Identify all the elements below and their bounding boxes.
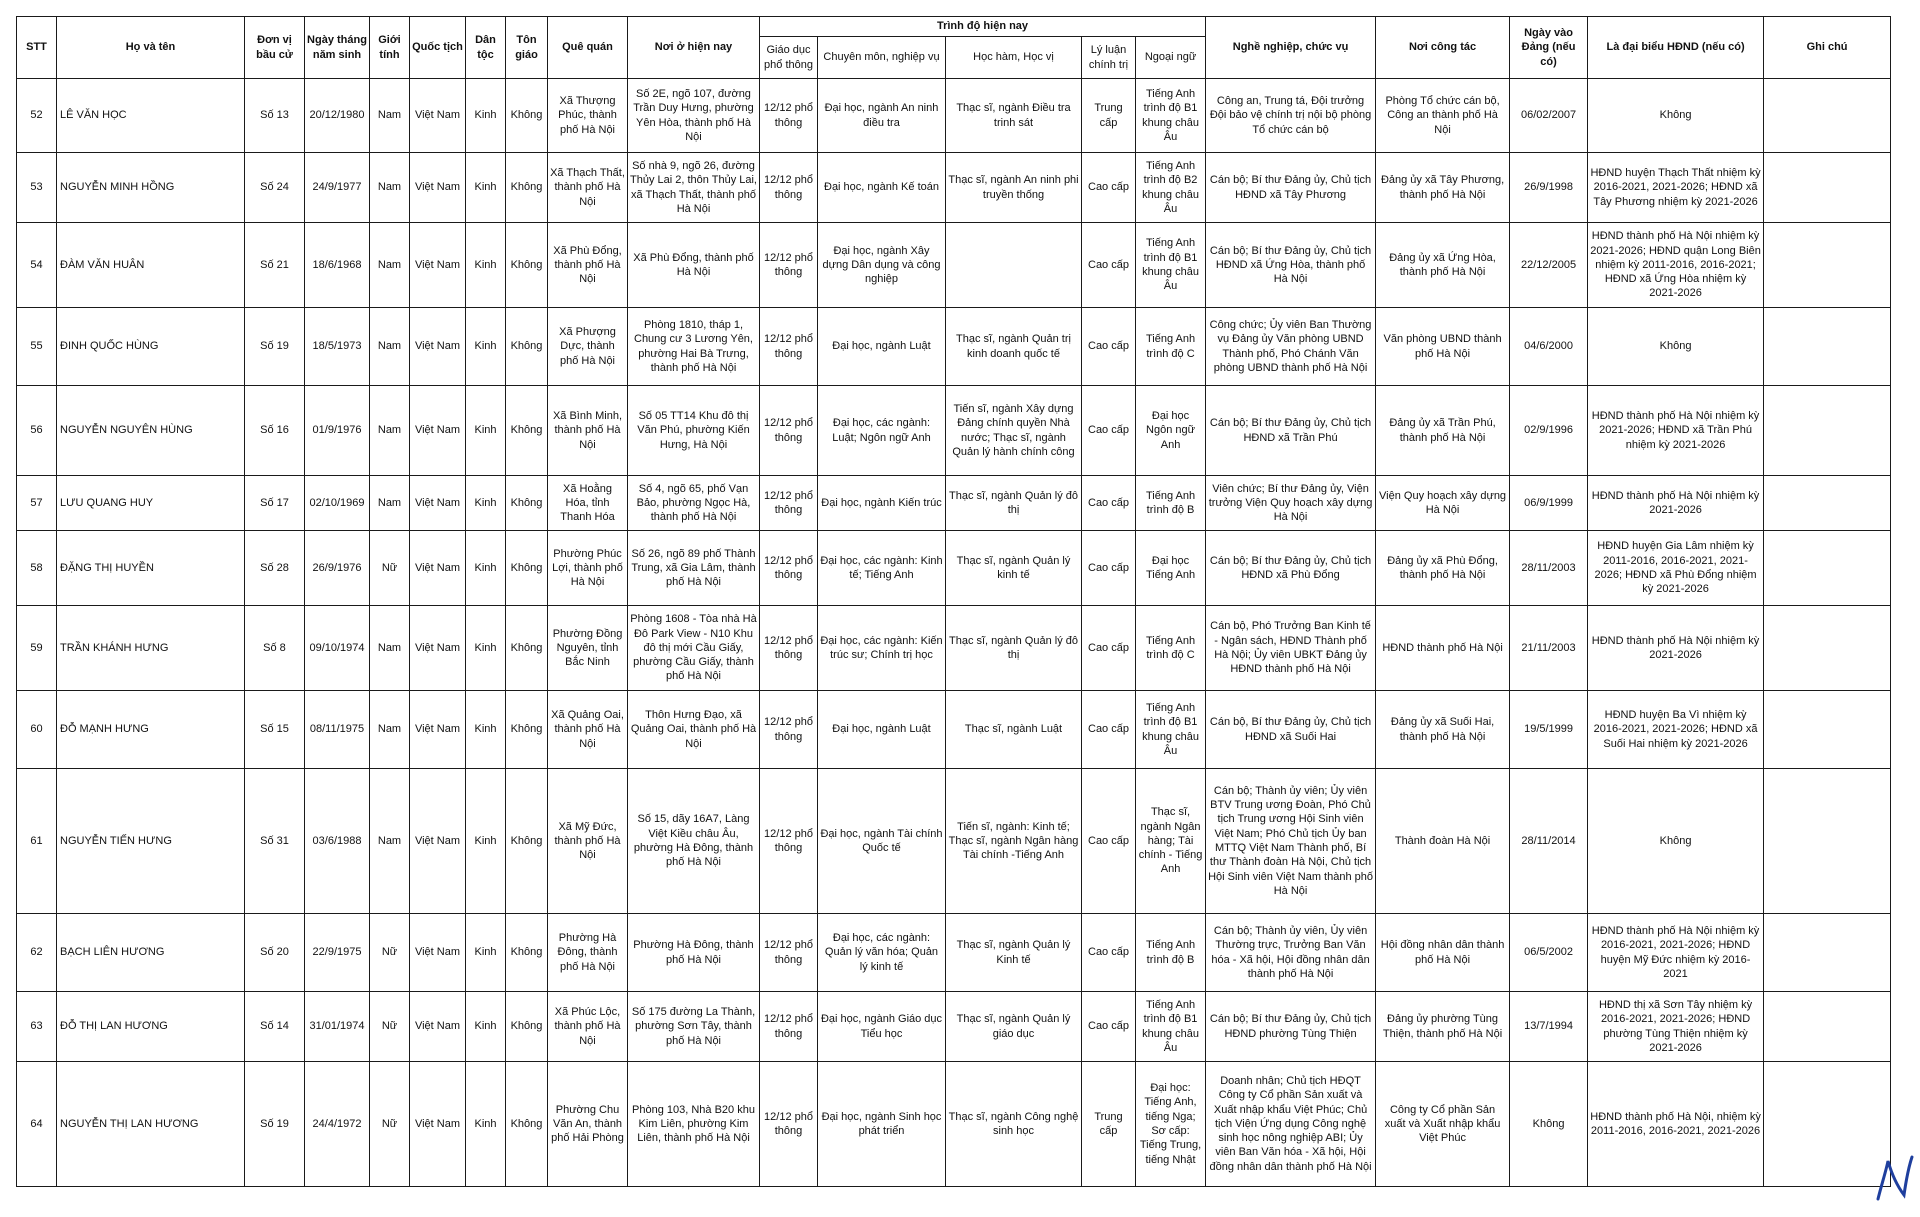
table-row xyxy=(17,606,1891,691)
cell-general-edu: 12/12 phổ thông xyxy=(760,914,818,992)
header-ethnicity: Dân tộc xyxy=(466,17,506,79)
cell-occupation: Cán bộ; Bí thư Đảng ủy, Chủ tịch HĐND xã Tây Phương xyxy=(1206,153,1376,223)
cell-note xyxy=(1764,223,1891,308)
cell-ethnicity: Kinh xyxy=(466,992,506,1062)
cell-degree: Tiến sĩ, ngành: Kinh tế; Thạc sĩ, ngành Ngân hàng Tài chính -Tiếng Anh xyxy=(946,769,1082,914)
cell-workplace: Thành đoàn Hà Nội xyxy=(1376,769,1510,914)
cell-party-date: 19/5/1999 xyxy=(1510,691,1588,769)
cell-gender: Nam xyxy=(370,223,410,308)
cell-ethnicity: Kinh xyxy=(466,769,506,914)
cell-language: Đại học Tiếng Anh xyxy=(1136,531,1206,606)
cell-party-date: 06/02/2007 xyxy=(1510,79,1588,153)
cell-residence: Xã Phù Đổng, thành phố Hà Nội xyxy=(628,223,760,308)
cell-residence: Số 175 đường La Thành, phường Sơn Tây, thành phố Hà Nội xyxy=(628,992,760,1062)
cell-unit: Số 8 xyxy=(245,606,305,691)
cell-name: ĐẶNG THỊ HUYỀN xyxy=(57,531,245,606)
cell-nationality: Việt Nam xyxy=(410,153,466,223)
cell-stt: 58 xyxy=(17,531,57,606)
cell-political: Cao cấp xyxy=(1082,308,1136,386)
header-occupation: Nghề nghiệp, chức vụ xyxy=(1206,17,1376,79)
cell-ethnicity: Kinh xyxy=(466,691,506,769)
cell-ethnicity: Kinh xyxy=(466,476,506,531)
header-religion: Tôn giáo xyxy=(506,17,548,79)
cell-note xyxy=(1764,606,1891,691)
cell-party-date: 22/12/2005 xyxy=(1510,223,1588,308)
cell-language: Đại học Ngôn ngữ Anh xyxy=(1136,386,1206,476)
cell-gender: Nam xyxy=(370,153,410,223)
cell-political: Cao cấp xyxy=(1082,386,1136,476)
cell-language: Tiếng Anh trình độ B2 khung châu Âu xyxy=(1136,153,1206,223)
cell-specialty: Đại học, ngành Giáo dục Tiểu học xyxy=(818,992,946,1062)
cell-degree: Tiến sĩ, ngành Xây dựng Đảng chính quyền Nhà nước; Thạc sĩ, ngành Quản lý hành chính công xyxy=(946,386,1082,476)
cell-degree: Thạc sĩ, ngành Quản lý đô thị xyxy=(946,606,1082,691)
cell-occupation: Cán bộ; Thành ủy viên; Ủy viên BTV Trung ương Đoàn, Phó Chủ tịch Trung ương Hội Sinh viên Việt Nam; Phó Chủ tịch Ủy ban MTTQ Việt Nam Thành phố, Bí thư Thành đoàn Hà Nội, Chủ tịch Hội Sinh viên Việt Nam thành phố Hà Nội xyxy=(1206,769,1376,914)
cell-note xyxy=(1764,476,1891,531)
cell-general-edu: 12/12 phổ thông xyxy=(760,1062,818,1187)
cell-workplace: Công ty Cổ phần Sản xuất và Xuất nhập khẩu Việt Phúc xyxy=(1376,1062,1510,1187)
cell-workplace: Phòng Tổ chức cán bộ, Công an thành phố Hà Nội xyxy=(1376,79,1510,153)
cell-occupation: Công chức; Ủy viên Ban Thường vụ Đảng ủy Văn phòng UBND Thành phố, Phó Chánh Văn phòng UBND thành phố Hà Nội xyxy=(1206,308,1376,386)
cell-general-edu: 12/12 phổ thông xyxy=(760,769,818,914)
cell-hdnd: Không xyxy=(1588,769,1764,914)
cell-name: TRẦN KHÁNH HƯNG xyxy=(57,606,245,691)
cell-language: Tiếng Anh trình độ B1 khung châu Âu xyxy=(1136,691,1206,769)
header-note: Ghi chú xyxy=(1764,17,1891,79)
cell-residence: Số 4, ngõ 65, phố Vạn Bảo, phường Ngọc Hà, thành phố Hà Nội xyxy=(628,476,760,531)
cell-religion: Không xyxy=(506,386,548,476)
cell-ethnicity: Kinh xyxy=(466,914,506,992)
cell-general-edu: 12/12 phổ thông xyxy=(760,606,818,691)
cell-language: Tiếng Anh trình độ B1 khung châu Âu xyxy=(1136,79,1206,153)
cell-occupation: Cán bộ, Bí thư Đảng ủy, Chủ tịch HĐND xã Suối Hai xyxy=(1206,691,1376,769)
cell-general-edu: 12/12 phổ thông xyxy=(760,223,818,308)
cell-nationality: Việt Nam xyxy=(410,1062,466,1187)
cell-ethnicity: Kinh xyxy=(466,531,506,606)
cell-party-date: 28/11/2014 xyxy=(1510,769,1588,914)
cell-party-date: 04/6/2000 xyxy=(1510,308,1588,386)
cell-hometown: Xã Thượng Phúc, thành phố Hà Nội xyxy=(548,79,628,153)
cell-name: NGUYỄN MINH HỒNG xyxy=(57,153,245,223)
cell-occupation: Cán bộ, Phó Trưởng Ban Kinh tế - Ngân sách, HĐND Thành phố Hà Nội; Ủy viên UBKT Đảng ủy HĐND thành phố Hà Nội xyxy=(1206,606,1376,691)
cell-specialty: Đại học, ngành Kế toán xyxy=(818,153,946,223)
cell-unit: Số 14 xyxy=(245,992,305,1062)
cell-dob: 22/9/1975 xyxy=(305,914,370,992)
cell-hdnd: HĐND thành phố Hà Nội nhiệm kỳ 2021-2026 xyxy=(1588,606,1764,691)
cell-workplace: Đảng ủy xã Ứng Hòa, thành phố Hà Nội xyxy=(1376,223,1510,308)
header-hometown: Quê quán xyxy=(548,17,628,79)
cell-party-date: 21/11/2003 xyxy=(1510,606,1588,691)
cell-residence: Phòng 1608 - Tòa nhà Hà Đô Park View - N10 Khu đô thị mới Cầu Giấy, phường Cầu Giấy, thành phố Hà Nội xyxy=(628,606,760,691)
header-dob: Ngày tháng năm sinh xyxy=(305,17,370,79)
cell-nationality: Việt Nam xyxy=(410,308,466,386)
cell-nationality: Việt Nam xyxy=(410,386,466,476)
cell-language: Tiếng Anh trình độ B xyxy=(1136,914,1206,992)
cell-gender: Nữ xyxy=(370,914,410,992)
cell-dob: 26/9/1976 xyxy=(305,531,370,606)
cell-occupation: Cán bộ; Bí thư Đảng ủy, Chủ tịch HĐND xã Phù Đổng xyxy=(1206,531,1376,606)
cell-general-edu: 12/12 phổ thông xyxy=(760,476,818,531)
header-language: Ngoại ngữ xyxy=(1136,37,1206,79)
cell-workplace: Đảng ủy xã Phù Đổng, thành phố Hà Nội xyxy=(1376,531,1510,606)
cell-hometown: Xã Mỹ Đức, thành phố Hà Nội xyxy=(548,769,628,914)
cell-hdnd: HĐND thành phố Hà Nội nhiệm kỳ 2021-2026; HĐND xã Trần Phú nhiệm kỳ 2021-2026 xyxy=(1588,386,1764,476)
cell-residence: Phòng 1810, tháp 1, Chung cư 3 Lương Yên, phường Hai Bà Trưng, thành phố Hà Nội xyxy=(628,308,760,386)
cell-religion: Không xyxy=(506,153,548,223)
table-row xyxy=(17,992,1891,1062)
cell-stt: 62 xyxy=(17,914,57,992)
cell-hdnd: HĐND thị xã Sơn Tây nhiệm kỳ 2016-2021, 2021-2026; HĐND phường Tùng Thiện nhiệm kỳ 2021-2026 xyxy=(1588,992,1764,1062)
cell-occupation: Cán bộ; Bí thư Đảng ủy, Chủ tịch HĐND xã Trần Phú xyxy=(1206,386,1376,476)
cell-degree: Thạc sĩ, ngành Quản lý đô thị xyxy=(946,476,1082,531)
cell-unit: Số 24 xyxy=(245,153,305,223)
cell-political: Cao cấp xyxy=(1082,476,1136,531)
cell-hdnd: HĐND thành phố Hà Nội nhiệm kỳ 2021-2026; HĐND quận Long Biên nhiệm kỳ 2011-2016, 2016-2021; HĐND xã Ứng Hòa nhiệm kỳ 2021-2026 xyxy=(1588,223,1764,308)
cell-general-edu: 12/12 phổ thông xyxy=(760,153,818,223)
cell-specialty: Đại học, ngành Kiến trúc xyxy=(818,476,946,531)
cell-nationality: Việt Nam xyxy=(410,79,466,153)
cell-stt: 55 xyxy=(17,308,57,386)
cell-party-date: Không xyxy=(1510,1062,1588,1187)
cell-hdnd: HĐND huyện Thạch Thất nhiệm kỳ 2016-2021, 2021-2026; HĐND xã Tây Phương nhiệm kỳ 2021-2026 xyxy=(1588,153,1764,223)
cell-general-edu: 12/12 phổ thông xyxy=(760,531,818,606)
cell-religion: Không xyxy=(506,1062,548,1187)
cell-gender: Nam xyxy=(370,386,410,476)
cell-degree: Thạc sĩ, ngành Điều tra trinh sát xyxy=(946,79,1082,153)
cell-nationality: Việt Nam xyxy=(410,531,466,606)
cell-stt: 56 xyxy=(17,386,57,476)
cell-religion: Không xyxy=(506,914,548,992)
cell-hdnd: HĐND thành phố Hà Nội nhiệm kỳ 2016-2021, 2021-2026; HĐND huyện Mỹ Đức nhiệm kỳ 2016-2021 xyxy=(1588,914,1764,992)
header-residence: Nơi ở hiện nay xyxy=(628,17,760,79)
cell-gender: Nữ xyxy=(370,531,410,606)
cell-political: Cao cấp xyxy=(1082,153,1136,223)
cell-stt: 64 xyxy=(17,1062,57,1187)
cell-degree: Thạc sĩ, ngành An ninh phi truyền thống xyxy=(946,153,1082,223)
cell-gender: Nam xyxy=(370,769,410,914)
table-row xyxy=(17,914,1891,992)
cell-hometown: Xã Hoằng Hóa, tỉnh Thanh Hóa xyxy=(548,476,628,531)
cell-gender: Nữ xyxy=(370,1062,410,1187)
cell-general-edu: 12/12 phổ thông xyxy=(760,386,818,476)
cell-name: NGUYỄN TIẾN HƯNG xyxy=(57,769,245,914)
cell-nationality: Việt Nam xyxy=(410,606,466,691)
cell-occupation: Doanh nhân; Chủ tịch HĐQT Công ty Cổ phần Sản xuất và Xuất nhập khẩu Việt Phúc; Chủ tịch Viện Ứng dụng Công nghệ sinh học nông nghiệp ABI; Ủy viên Ban Văn hóa - Xã hội, Hội đồng nhân dân thành phố Hà Nội xyxy=(1206,1062,1376,1187)
cell-religion: Không xyxy=(506,769,548,914)
cell-hdnd: Không xyxy=(1588,79,1764,153)
cell-workplace: Đảng ủy xã Suối Hai, thành phố Hà Nội xyxy=(1376,691,1510,769)
cell-residence: Thôn Hưng Đạo, xã Quảng Oai, thành phố Hà Nội xyxy=(628,691,760,769)
cell-name: NGUYỄN THỊ LAN HƯƠNG xyxy=(57,1062,245,1187)
cell-general-edu: 12/12 phổ thông xyxy=(760,308,818,386)
header-specialty: Chuyên môn, nghiệp vụ xyxy=(818,37,946,79)
cell-hdnd: HĐND huyện Ba Vì nhiệm kỳ 2016-2021, 2021-2026; HĐND xã Suối Hai nhiệm kỳ 2021-2026 xyxy=(1588,691,1764,769)
cell-workplace: Đảng ủy xã Trần Phú, thành phố Hà Nội xyxy=(1376,386,1510,476)
cell-workplace: Văn phòng UBND thành phố Hà Nội xyxy=(1376,308,1510,386)
cell-occupation: Cán bộ; Bí thư Đảng ủy, Chủ tịch HĐND xã Ứng Hòa, thành phố Hà Nội xyxy=(1206,223,1376,308)
cell-residence: Số nhà 9, ngõ 26, đường Thủy Lai 2, thôn Thủy Lai, xã Thạch Thất, thành phố Hà Nội xyxy=(628,153,760,223)
cell-nationality: Việt Nam xyxy=(410,476,466,531)
cell-language: Tiếng Anh trình độ C xyxy=(1136,606,1206,691)
cell-note xyxy=(1764,386,1891,476)
cell-unit: Số 19 xyxy=(245,308,305,386)
cell-name: BẠCH LIÊN HƯƠNG xyxy=(57,914,245,992)
cell-language: Tiếng Anh trình độ B1 khung châu Âu xyxy=(1136,992,1206,1062)
cell-dob: 02/10/1969 xyxy=(305,476,370,531)
header-name: Họ và tên xyxy=(57,17,245,79)
cell-gender: Nam xyxy=(370,606,410,691)
cell-residence: Số 05 TT14 Khu đô thị Văn Phú, phường Kiến Hưng, Hà Nội xyxy=(628,386,760,476)
cell-ethnicity: Kinh xyxy=(466,308,506,386)
cell-unit: Số 21 xyxy=(245,223,305,308)
table-row xyxy=(17,223,1891,308)
cell-occupation: Cán bộ; Bí thư Đảng ủy, Chủ tịch HĐND phường Tùng Thiện xyxy=(1206,992,1376,1062)
cell-residence: Phòng 103, Nhà B20 khu Kim Liên, phường Kim Liên, thành phố Hà Nội xyxy=(628,1062,760,1187)
cell-stt: 59 xyxy=(17,606,57,691)
cell-hometown: Phường Đồng Nguyên, tỉnh Bắc Ninh xyxy=(548,606,628,691)
cell-dob: 01/9/1976 xyxy=(305,386,370,476)
cell-hometown: Xã Quảng Oai, thành phố Hà Nội xyxy=(548,691,628,769)
cell-language: Tiếng Anh trình độ C xyxy=(1136,308,1206,386)
cell-hometown: Phường Hà Đông, thành phố Hà Nội xyxy=(548,914,628,992)
cell-workplace: HĐND thành phố Hà Nội xyxy=(1376,606,1510,691)
cell-religion: Không xyxy=(506,476,548,531)
cell-ethnicity: Kinh xyxy=(466,386,506,476)
cell-residence: Phường Hà Đông, thành phố Hà Nội xyxy=(628,914,760,992)
cell-unit: Số 17 xyxy=(245,476,305,531)
cell-occupation: Công an, Trung tá, Đội trưởng Đội bảo vệ chính trị nội bộ phòng Tổ chức cán bộ xyxy=(1206,79,1376,153)
cell-dob: 18/6/1968 xyxy=(305,223,370,308)
header-workplace: Nơi công tác xyxy=(1376,17,1510,79)
cell-unit: Số 16 xyxy=(245,386,305,476)
cell-unit: Số 19 xyxy=(245,1062,305,1187)
cell-stt: 54 xyxy=(17,223,57,308)
cell-party-date: 26/9/1998 xyxy=(1510,153,1588,223)
cell-unit: Số 15 xyxy=(245,691,305,769)
cell-workplace: Đảng ủy phường Tùng Thiện, thành phố Hà Nội xyxy=(1376,992,1510,1062)
cell-note xyxy=(1764,531,1891,606)
cell-dob: 20/12/1980 xyxy=(305,79,370,153)
cell-ethnicity: Kinh xyxy=(466,223,506,308)
cell-political: Cao cấp xyxy=(1082,914,1136,992)
cell-nationality: Việt Nam xyxy=(410,914,466,992)
cell-hometown: Phường Phúc Lợi, thành phố Hà Nội xyxy=(548,531,628,606)
cell-religion: Không xyxy=(506,308,548,386)
cell-degree: Thạc sĩ, ngành Quản lý kinh tế xyxy=(946,531,1082,606)
cell-occupation: Cán bộ; Thành ủy viên, Ủy viên Thường trực, Trưởng Ban Văn hóa - Xã hội, Hội đồng nhân dân thành phố Hà Nội xyxy=(1206,914,1376,992)
cell-dob: 31/01/1974 xyxy=(305,992,370,1062)
header-unit: Đơn vị bầu cử xyxy=(245,17,305,79)
cell-note xyxy=(1764,153,1891,223)
cell-party-date: 13/7/1994 xyxy=(1510,992,1588,1062)
cell-hdnd: HĐND huyện Gia Lâm nhiệm kỳ 2011-2016, 2016-2021, 2021-2026; HĐND xã Phù Đổng nhiệm kỳ 2021-2026 xyxy=(1588,531,1764,606)
cell-hdnd: HĐND thành phố Hà Nội nhiệm kỳ 2021-2026 xyxy=(1588,476,1764,531)
cell-religion: Không xyxy=(506,79,548,153)
cell-name: NGUYỄN NGUYÊN HÙNG xyxy=(57,386,245,476)
cell-note xyxy=(1764,79,1891,153)
cell-religion: Không xyxy=(506,223,548,308)
signature-mark xyxy=(1872,1153,1916,1203)
cell-political: Cao cấp xyxy=(1082,992,1136,1062)
cell-name: ĐÀM VĂN HUÂN xyxy=(57,223,245,308)
cell-stt: 53 xyxy=(17,153,57,223)
table-row xyxy=(17,153,1891,223)
cell-ethnicity: Kinh xyxy=(466,79,506,153)
cell-specialty: Đại học, các ngành: Kinh tế; Tiếng Anh xyxy=(818,531,946,606)
cell-residence: Số 15, dãy 16A7, Làng Việt Kiều châu Âu, phường Hà Đông, thành phố Hà Nội xyxy=(628,769,760,914)
cell-dob: 03/6/1988 xyxy=(305,769,370,914)
header-hdnd: Là đại biểu HĐND (nếu có) xyxy=(1588,17,1764,79)
cell-political: Cao cấp xyxy=(1082,691,1136,769)
cell-specialty: Đại học, các ngành: Kiến trúc sư; Chính trị học xyxy=(818,606,946,691)
cell-political: Cao cấp xyxy=(1082,223,1136,308)
table-row xyxy=(17,691,1891,769)
table-row xyxy=(17,769,1891,914)
cell-political: Cao cấp xyxy=(1082,606,1136,691)
cell-specialty: Đại học, ngành Tài chính Quốc tế xyxy=(818,769,946,914)
header-stt: STT xyxy=(17,17,57,79)
cell-gender: Nữ xyxy=(370,992,410,1062)
cell-specialty: Đại học, ngành Luật xyxy=(818,691,946,769)
cell-religion: Không xyxy=(506,992,548,1062)
cell-note xyxy=(1764,769,1891,914)
cell-workplace: Đảng ủy xã Tây Phương, thành phố Hà Nội xyxy=(1376,153,1510,223)
cell-party-date: 28/11/2003 xyxy=(1510,531,1588,606)
table-row xyxy=(17,308,1891,386)
cell-language: Tiếng Anh trình độ B xyxy=(1136,476,1206,531)
cell-stt: 63 xyxy=(17,992,57,1062)
cell-workplace: Hội đồng nhân dân thành phố Hà Nội xyxy=(1376,914,1510,992)
cell-name: ĐỖ MẠNH HƯNG xyxy=(57,691,245,769)
cell-name: LƯU QUANG HUY xyxy=(57,476,245,531)
cell-residence: Số 2E, ngõ 107, đường Trần Duy Hưng, phường Yên Hòa, thành phố Hà Nội xyxy=(628,79,760,153)
header-degree: Học hàm, Học vị xyxy=(946,37,1082,79)
cell-residence: Số 26, ngõ 89 phố Thành Trung, xã Gia Lâm, thành phố Hà Nội xyxy=(628,531,760,606)
cell-general-edu: 12/12 phổ thông xyxy=(760,992,818,1062)
cell-name: LÊ VĂN HỌC xyxy=(57,79,245,153)
cell-political: Cao cấp xyxy=(1082,769,1136,914)
cell-ethnicity: Kinh xyxy=(466,1062,506,1187)
cell-note xyxy=(1764,691,1891,769)
cell-hdnd: Không xyxy=(1588,308,1764,386)
header-political: Lý luận chính trị xyxy=(1082,37,1136,79)
cell-degree: Thạc sĩ, ngành Quản lý Kinh tế xyxy=(946,914,1082,992)
cell-degree: Thạc sĩ, ngành Luật xyxy=(946,691,1082,769)
cell-note xyxy=(1764,992,1891,1062)
table-row xyxy=(17,386,1891,476)
cell-stt: 60 xyxy=(17,691,57,769)
table-row xyxy=(17,1062,1891,1187)
cell-hometown: Xã Phượng Dực, thành phố Hà Nội xyxy=(548,308,628,386)
cell-name: ĐINH QUỐC HÙNG xyxy=(57,308,245,386)
cell-nationality: Việt Nam xyxy=(410,691,466,769)
cell-stt: 57 xyxy=(17,476,57,531)
cell-degree: Thạc sĩ, ngành Công nghệ sinh học xyxy=(946,1062,1082,1187)
candidate-table xyxy=(16,16,1891,1187)
cell-language: Đại học: Tiếng Anh, tiếng Nga; Sơ cấp: Tiếng Trung, tiếng Nhật xyxy=(1136,1062,1206,1187)
cell-dob: 08/11/1975 xyxy=(305,691,370,769)
cell-hometown: Xã Thạch Thất, thành phố Hà Nội xyxy=(548,153,628,223)
cell-gender: Nam xyxy=(370,476,410,531)
cell-ethnicity: Kinh xyxy=(466,153,506,223)
cell-language: Tiếng Anh trình độ B1 khung châu Âu xyxy=(1136,223,1206,308)
cell-specialty: Đại học, các ngành: Quản lý văn hóa; Quản lý kinh tế xyxy=(818,914,946,992)
cell-party-date: 02/9/1996 xyxy=(1510,386,1588,476)
cell-dob: 09/10/1974 xyxy=(305,606,370,691)
cell-hometown: Xã Phù Đổng, thành phố Hà Nội xyxy=(548,223,628,308)
cell-degree xyxy=(946,223,1082,308)
cell-party-date: 06/5/2002 xyxy=(1510,914,1588,992)
cell-nationality: Việt Nam xyxy=(410,223,466,308)
cell-dob: 24/9/1977 xyxy=(305,153,370,223)
cell-occupation: Viên chức; Bí thư Đảng ủy, Viện trưởng Viện Quy hoạch xây dựng Hà Nội xyxy=(1206,476,1376,531)
candidate-list-sheet xyxy=(16,16,1890,1187)
cell-gender: Nam xyxy=(370,691,410,769)
cell-hometown: Xã Bình Minh, thành phố Hà Nội xyxy=(548,386,628,476)
cell-general-edu: 12/12 phổ thông xyxy=(760,79,818,153)
cell-specialty: Đại học, các ngành: Luật; Ngôn ngữ Anh xyxy=(818,386,946,476)
cell-unit: Số 28 xyxy=(245,531,305,606)
cell-unit: Số 13 xyxy=(245,79,305,153)
cell-dob: 24/4/1972 xyxy=(305,1062,370,1187)
cell-dob: 18/5/1973 xyxy=(305,308,370,386)
cell-stt: 52 xyxy=(17,79,57,153)
header-party-date: Ngày vào Đảng (nếu có) xyxy=(1510,17,1588,79)
cell-religion: Không xyxy=(506,606,548,691)
cell-hdnd: HĐND thành phố Hà Nội, nhiệm kỳ 2011-2016, 2016-2021, 2021-2026 xyxy=(1588,1062,1764,1187)
cell-unit: Số 20 xyxy=(245,914,305,992)
cell-name: ĐỖ THỊ LAN HƯƠNG xyxy=(57,992,245,1062)
cell-note xyxy=(1764,914,1891,992)
cell-party-date: 06/9/1999 xyxy=(1510,476,1588,531)
cell-hometown: Phường Chu Văn An, thành phố Hải Phòng xyxy=(548,1062,628,1187)
cell-degree: Thạc sĩ, ngành Quản lý giáo dục xyxy=(946,992,1082,1062)
cell-general-edu: 12/12 phổ thông xyxy=(760,691,818,769)
table-row xyxy=(17,476,1891,531)
cell-specialty: Đại học, ngành Sinh học phát triển xyxy=(818,1062,946,1187)
cell-specialty: Đại học, ngành Xây dựng Dân dụng và công nghiệp xyxy=(818,223,946,308)
header-gender: Giới tính xyxy=(370,17,410,79)
cell-specialty: Đại học, ngành An ninh điều tra xyxy=(818,79,946,153)
cell-degree: Thạc sĩ, ngành Quản trị kinh doanh quốc tế xyxy=(946,308,1082,386)
table-body xyxy=(17,79,1891,1187)
cell-stt: 61 xyxy=(17,769,57,914)
cell-note xyxy=(1764,308,1891,386)
cell-religion: Không xyxy=(506,531,548,606)
cell-gender: Nam xyxy=(370,308,410,386)
cell-nationality: Việt Nam xyxy=(410,992,466,1062)
cell-religion: Không xyxy=(506,691,548,769)
cell-unit: Số 31 xyxy=(245,769,305,914)
header-nationality: Quốc tịch xyxy=(410,17,466,79)
table-row xyxy=(17,79,1891,153)
header-level-group: Trình độ hiện nay xyxy=(760,17,1206,37)
cell-political: Cao cấp xyxy=(1082,531,1136,606)
cell-political: Trung cấp xyxy=(1082,1062,1136,1187)
cell-gender: Nam xyxy=(370,79,410,153)
cell-ethnicity: Kinh xyxy=(466,606,506,691)
table-row xyxy=(17,531,1891,606)
cell-political: Trung cấp xyxy=(1082,79,1136,153)
cell-specialty: Đại học, ngành Luật xyxy=(818,308,946,386)
cell-hometown: Xã Phúc Lộc, thành phố Hà Nội xyxy=(548,992,628,1062)
cell-nationality: Việt Nam xyxy=(410,769,466,914)
header-general-edu: Giáo dục phổ thông xyxy=(760,37,818,79)
table-header xyxy=(17,17,1891,79)
cell-workplace: Viện Quy hoạch xây dựng Hà Nội xyxy=(1376,476,1510,531)
cell-language: Thạc sĩ, ngành Ngân hàng; Tài chính - Tiếng Anh xyxy=(1136,769,1206,914)
